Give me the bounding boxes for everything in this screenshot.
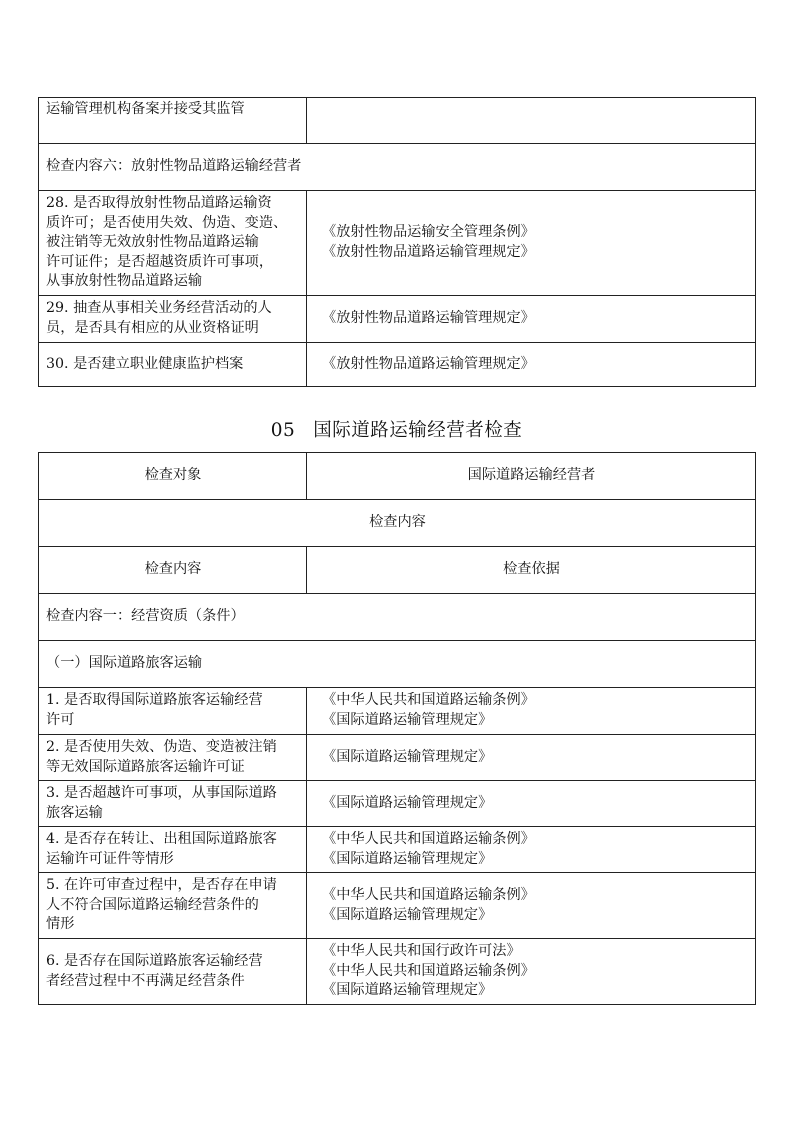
basis-cell: 《中华人民共和国道路运输条例》 《国际道路运输管理规定》 <box>307 827 756 873</box>
item-cell: 5. 在许可审查过程中，是否存在申请 人不符合国际道路运输经营条件的 情形 <box>39 873 307 939</box>
object-label: 检查对象 <box>39 453 307 500</box>
basis-cell: 《放射性物品运输安全管理条例》 《放射性物品道路运输管理规定》 <box>307 191 756 296</box>
table-row <box>39 191 756 296</box>
table-row <box>39 827 756 873</box>
category-heading: 检查内容一：经营资质（条件） <box>39 594 756 641</box>
table-row <box>39 735 756 781</box>
content-header-row <box>39 500 756 547</box>
item-cell: 30. 是否建立职业健康监护档案 <box>39 343 307 387</box>
object-row <box>39 453 756 500</box>
item-cell: 29. 抽查从事相关业务经营活动的人 员，是否具有相应的从业资格证明 <box>39 296 307 343</box>
item-cell: 1. 是否取得国际道路旅客运输经营 许可 <box>39 688 307 735</box>
basis-cell: 《放射性物品道路运输管理规定》 <box>307 343 756 387</box>
content-header: 检查内容 <box>39 500 756 547</box>
basis-cell <box>307 98 756 144</box>
column-header-row <box>39 547 756 594</box>
table-row <box>39 98 756 144</box>
basis-cell: 《中华人民共和国道路运输条例》 《国际道路运输管理规定》 <box>307 873 756 939</box>
international-transport-inspection-table <box>38 452 756 1005</box>
item-cell: 2. 是否使用失效、伪造、变造被注销 等无效国际道路旅客运输许可证 <box>39 735 307 781</box>
section-heading <box>0 418 793 444</box>
table-row <box>39 781 756 827</box>
object-value: 国际道路运输经营者 <box>307 453 756 500</box>
table-row <box>39 688 756 735</box>
radioactive-inspection-table <box>38 97 756 387</box>
category-heading: 检查内容六：放射性物品道路运输经营者 <box>39 144 756 191</box>
item-cell: 3. 是否超越许可事项，从事国际道路 旅客运输 <box>39 781 307 827</box>
basis-cell: 《放射性物品道路运输管理规定》 <box>307 296 756 343</box>
basis-cell: 《国际道路运输管理规定》 <box>307 735 756 781</box>
column-header-basis: 检查依据 <box>307 547 756 594</box>
column-header-content: 检查内容 <box>39 547 307 594</box>
table-row <box>39 873 756 939</box>
category-row <box>39 144 756 191</box>
section-title: 国际道路运输经营者检查 <box>313 420 523 441</box>
category-row <box>39 594 756 641</box>
basis-cell: 《中华人民共和国道路运输条例》 《国际道路运输管理规定》 <box>307 688 756 735</box>
item-cell: 28. 是否取得放射性物品道路运输资 质许可；是否使用失效、伪造、变造、 被注销等无效放射性物品道路运输 许可证件；是否超越资质许可事项， 从事放射性物品道路运输 <box>39 191 307 296</box>
table-row <box>39 343 756 387</box>
section-number: 05 <box>270 420 296 441</box>
subcategory-row <box>39 641 756 688</box>
table-row <box>39 296 756 343</box>
item-cell: 6. 是否存在国际道路旅客运输经营 者经营过程中不再满足经营条件 <box>39 939 307 1005</box>
table-row <box>39 939 756 1005</box>
item-cell: 运输管理机构备案并接受其监管 <box>39 98 307 144</box>
subcategory-heading: （一）国际道路旅客运输 <box>39 641 756 688</box>
basis-cell: 《国际道路运输管理规定》 <box>307 781 756 827</box>
basis-cell: 《中华人民共和国行政许可法》 《中华人民共和国道路运输条例》 《国际道路运输管理规定》 <box>307 939 756 1005</box>
item-cell: 4. 是否存在转让、出租国际道路旅客 运输许可证件等情形 <box>39 827 307 873</box>
